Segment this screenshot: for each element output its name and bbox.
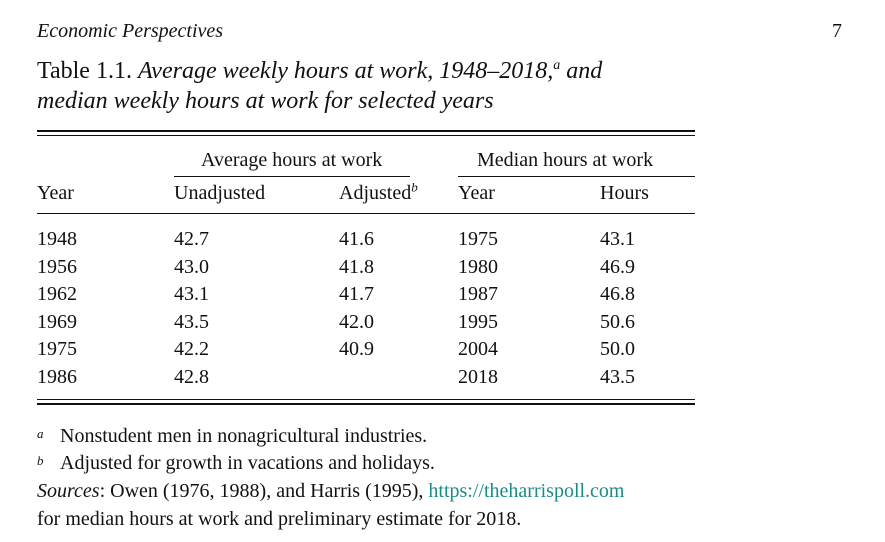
- top-rule-thin: [37, 135, 695, 136]
- table-row: [0, 337, 885, 365]
- cell-unadjusted: 43.0: [174, 255, 209, 278]
- cell-median-year: 1980: [458, 255, 498, 278]
- col-header-adjusted-label: Adjusted: [339, 182, 412, 204]
- cell-year: 1969: [37, 310, 77, 333]
- table-caption: [37, 56, 737, 116]
- sources-note: [37, 479, 625, 503]
- col-header-median-year: Year: [458, 182, 495, 204]
- cell-median-hours: 50.0: [600, 338, 635, 360]
- page-number: 7: [832, 20, 842, 42]
- cell-year: 1962: [37, 283, 77, 305]
- cell-year: 1956: [37, 255, 77, 278]
- bottom-rule: [37, 403, 695, 405]
- cell-adjusted: 41.6: [339, 228, 374, 250]
- cell-unadjusted: 42.7: [174, 228, 209, 250]
- table-label: Table 1.1.: [37, 58, 132, 84]
- table-title-line2: median weekly hours at work for selected years: [37, 88, 494, 114]
- col-header-unadjusted: Unadjusted: [174, 182, 266, 204]
- group-header-median: Median hours at work: [477, 149, 654, 171]
- cell-unadjusted: 43.5: [174, 310, 209, 333]
- col-header-median-hours: Hours: [600, 182, 649, 204]
- cell-median-hours: 46.9: [600, 255, 635, 278]
- cell-adjusted: 41.8: [339, 255, 374, 278]
- header-rule: [37, 213, 695, 214]
- cell-adjusted: 41.7: [339, 283, 374, 305]
- footnote-b: [37, 451, 435, 475]
- cell-median-hours: 50.6: [600, 310, 635, 333]
- col-header-year: Year: [37, 182, 74, 204]
- table-title-end: and: [560, 58, 603, 84]
- cell-year: 1986: [37, 365, 77, 388]
- cell-year: 1975: [37, 338, 77, 360]
- cell-unadjusted: 43.1: [174, 283, 209, 305]
- cell-unadjusted: 42.2: [174, 338, 209, 360]
- cell-median-hours: 46.8: [600, 283, 635, 305]
- group-rule-median: [458, 176, 695, 177]
- cell-median-year: 1995: [458, 310, 498, 333]
- cell-median-hours: 43.1: [600, 228, 635, 250]
- running-head: Economic Perspectives: [37, 20, 224, 42]
- col-header-adjusted: [339, 181, 418, 205]
- group-rule-average: [174, 176, 410, 177]
- group-header-average: Average hours at work: [201, 149, 383, 171]
- footnote-b-text: Adjusted for growth in vacations and holidays.: [60, 452, 435, 474]
- footnote-a-mark: a: [37, 426, 44, 441]
- footnote-b-mark: b: [37, 453, 44, 468]
- table-row: [0, 227, 885, 255]
- table-title: Average weekly hours at work, 1948–2018,: [137, 58, 554, 84]
- table-row: [0, 255, 885, 283]
- footnote-a: [37, 424, 427, 448]
- cell-median-year: 2004: [458, 338, 498, 360]
- cell-adjusted: 42.0: [339, 310, 374, 333]
- sources-note-line2: for median hours at work and preliminary estimate for 2018.: [37, 508, 522, 530]
- footnote-mark-a: a: [553, 58, 561, 73]
- cell-median-hours: 43.5: [600, 365, 635, 388]
- cell-median-year: 2018: [458, 365, 498, 388]
- sources-text: : Owen (1976, 1988), and Harris (1995),: [99, 480, 429, 502]
- cell-unadjusted: 42.8: [174, 365, 209, 388]
- cell-median-year: 1975: [458, 228, 498, 250]
- sources-link[interactable]: https://theharrispoll.com: [428, 480, 625, 502]
- table-row: [0, 282, 885, 310]
- table-row: [0, 365, 885, 393]
- top-rule: [37, 130, 695, 132]
- sources-label: Sources: [37, 480, 100, 502]
- bottom-rule-thin: [37, 399, 695, 400]
- cell-adjusted: 40.9: [339, 338, 374, 360]
- cell-median-year: 1987: [458, 283, 498, 305]
- table-row: [0, 310, 885, 338]
- cell-year: 1948: [37, 228, 77, 250]
- footnote-mark-b: b: [411, 179, 418, 195]
- footnote-a-text: Nonstudent men in nonagricultural industries.: [60, 425, 428, 447]
